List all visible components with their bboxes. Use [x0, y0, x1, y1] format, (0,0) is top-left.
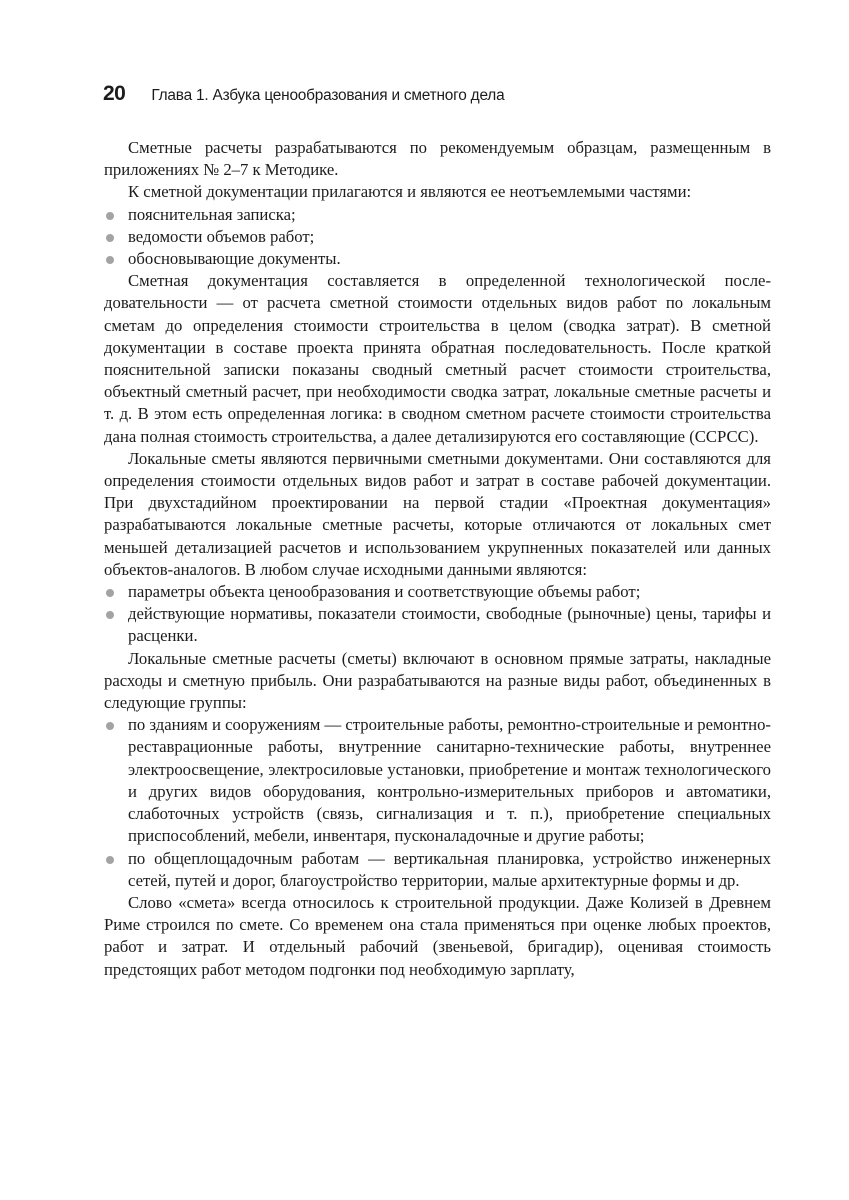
list-item [104, 603, 771, 647]
list-source-data [104, 581, 771, 648]
list-item-text: ведомости объемов работ; [128, 226, 315, 246]
list-item-text: по зданиям и сооружениям — строительные работы, ремонтно-строительные и ремонтно-реставрационные работы, внутренние санитарно-технические работы, внутреннее электроосвещение, электросиловые установки, приобретение и монтаж технологического и других видов оборудования, контрольно-измерительных приборов и автоматики, слаботочных устройств (связь, сигнализация и т. п.), приобретение специальных приспособлений, мебели, инвентаря, пусконаладочные и другие работы; [128, 715, 771, 846]
chapter-title: Глава 1. Азбука ценообразования и сметного дела [151, 87, 505, 104]
page-number: 20 [103, 82, 126, 105]
bullet-icon [106, 234, 114, 242]
list-item [104, 581, 771, 603]
list-work-groups [104, 714, 771, 892]
list-item-text: пояснительная записка; [128, 204, 296, 224]
bullet-icon [106, 722, 114, 730]
list-item [104, 204, 771, 226]
list-item [104, 714, 771, 847]
list-item-text: по общеплощадочным работам — вертикальная планировка, устройство инженерных сетей, путей и дорог, благоустройство территории, малые архитектурные формы и др. [128, 848, 771, 890]
paragraph-sample-estimates: Сметные расчеты разрабатываются по рекомендуемым образцам, размещенным в приложениях № 2–7 к Методике. [104, 138, 771, 180]
bullet-icon [106, 212, 114, 220]
paragraph-word-smeta: Слово «смета» всегда относилось к строительной продукции. Даже Колизей в Древнем Риме строился по смете. Со временем она стала применяться при оценке любых проектов, работ и затрат. И отдельный рабочий (звеньевой, бригадир), оценивая стоимость предстоящих работ методом подгонки под необходимую зарплату, [104, 892, 771, 979]
list-item-text: действующие нормативы, показатели стоимости, свободные (рыночные) цены, тарифы и расценки. [128, 604, 771, 646]
list-item-text: параметры объекта ценообразования и соответствующие объемы работ; [128, 582, 641, 602]
paragraph-local-calculations: Локальные сметные расчеты (сметы) включают в основном прямые затраты, накладные расходы и сметную прибыль. Они разрабатываются на разные виды работ, объединенных в следующие группы: [104, 648, 771, 713]
bullet-icon [106, 611, 114, 619]
running-header [103, 82, 783, 112]
list-item-text: обосновывающие документы. [128, 249, 341, 269]
list-item [104, 248, 771, 270]
list-item [104, 848, 771, 892]
list-item [104, 226, 771, 248]
paragraph-sequence: Сметная документация составляется в определенной технологической последовательности — от расчета сметной стоимости отдельных видов работ по локальным сметам до определения стоимости строительства в целом (сводка затрат). В сметной документации в составе проекта принята обратная последовательность. После краткой пояснительной записки показаны сводный сметный расчет стоимости строительства, объектный сметный расчет, при необходимости сводка затрат, локальные сметные расчеты и т. д. В этом есть определенная логика: в сводном сметном расчете стоимости строительства дана полная стоимость строительства, а далее детализируются его составляющие (ССРСС). [104, 271, 771, 446]
list-documentation-parts [104, 204, 771, 271]
paragraph-documentation-parts: К сметной документации прилагаются и являются ее неотъемлемыми частями: [128, 182, 692, 202]
bullet-icon [106, 856, 114, 864]
bullet-icon [106, 256, 114, 264]
paragraph-local-estimates: Локальные сметы являются первичными сметными документами. Они составляются для определения стоимости отдельных видов работ и затрат в составе рабочей документации. При двухстадийном проектировании на первой стадии «Проектная документация» разрабатываются локальные сметные расчеты, которые отличаются от локальных смет меньшей детализацией расчетов и использованием укрупненных показателей или данных объектов-аналогов. В любом случае исходными данными являются: [104, 448, 771, 579]
bullet-icon [106, 589, 114, 597]
body-text [104, 137, 771, 981]
